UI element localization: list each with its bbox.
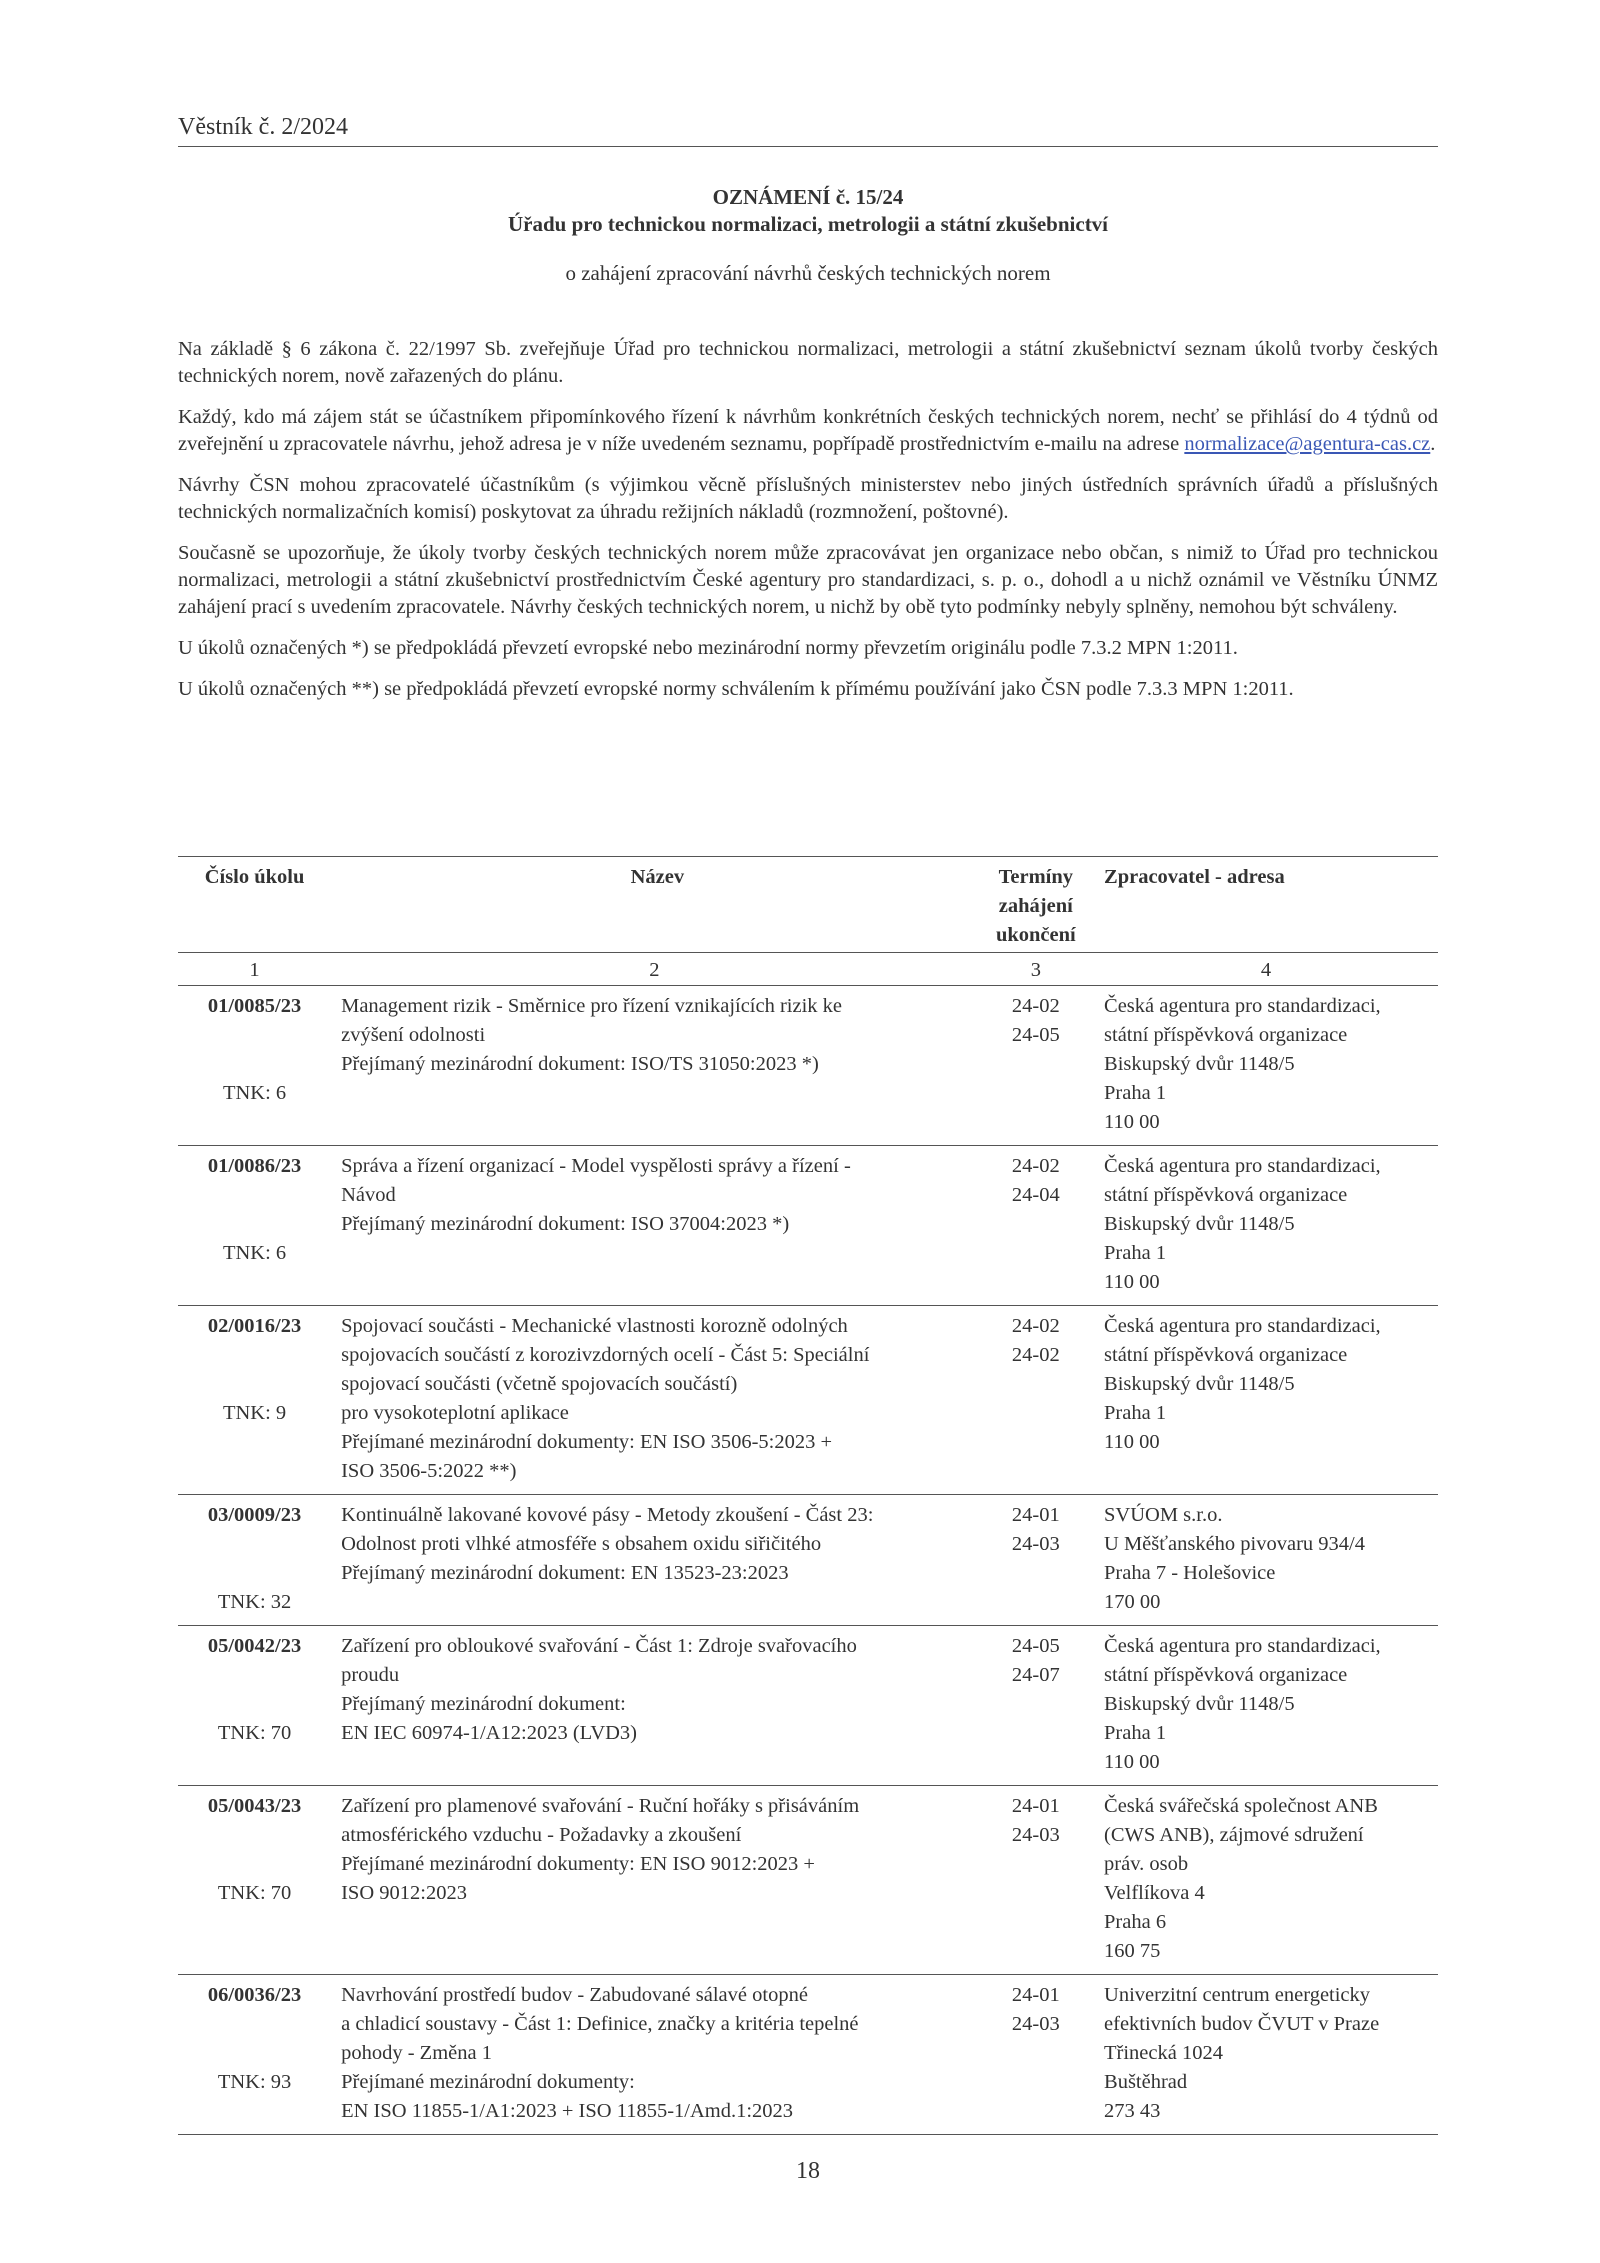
column-number: 4 [1094,953,1438,986]
paragraph-fees: Návrhy ČSN mohou zpracovatelé účastníkům (s výjimkou věcně příslušných ministerstev nebo jiných ústředních správních úřadů a příslušných technických normalizačních komisí) poskytovat za úhradu režijních nákladů (rozmnožení, poštovné). [178,474,1438,523]
header-name: Název [331,857,978,953]
tnk-label: TNK: 70 [217,1882,292,1904]
tnk-label: TNK: 6 [222,1082,287,1104]
task-cell [178,1306,331,1495]
table-row [178,1306,1438,1495]
page-number: 18 [796,2158,820,2184]
tnk-label: TNK: 9 [222,1402,287,1424]
table-row [178,1146,1438,1306]
intro-paragraphs [178,336,1438,717]
task-number: 05/0043/23 [207,1795,302,1817]
task-name: Zařízení pro obloukové svařování - Část 1: Zdroje svařovacího proudu Přejímaný mezinárodní dokument: EN IEC 60974-1/A12:2023 (LVD3) [331,1626,978,1786]
processor-address: Česká svářečská společnost ANB (CWS ANB), zájmové sdružení práv. osob Velflíkova 4 Praha 6 160 75 [1094,1786,1438,1975]
column-number-row [178,953,1438,986]
task-dates: 24-01 24-03 [978,1786,1094,1975]
task-cell [178,1975,331,2135]
task-number: 06/0036/23 [207,1984,302,2006]
task-name: Management rizik - Směrnice pro řízení vznikajících rizik ke zvýšení odolnosti Přejímaný mezinárodní dokument: ISO/TS 31050:2023 *) [331,986,978,1146]
processor-address: Česká agentura pro standardizaci, státní příspěvková organizace Biskupský dvůr 1148/5 Praha 1 110 00 [1094,986,1438,1146]
tasks-table [178,856,1438,2135]
task-cell [178,1786,331,1975]
paragraph-participation-end: . [1430,433,1436,455]
table-row [178,1786,1438,1975]
paragraph-participation-text: Každý, kdo má zájem stát se účastníkem připomínkového řízení k návrhům konkrétních českých technických norem, nechť se přihlásí do 4 týdnů od zveřejnění u zpracovatele návrhu, jehož adresa je v níže uvedeném seznamu, popřípadě prostřednictvím e-mailu na adrese [178,406,1438,455]
task-cell [178,1626,331,1786]
table-row [178,1495,1438,1626]
tnk-label: TNK: 70 [217,1722,292,1744]
task-dates: 24-01 24-03 [978,1495,1094,1626]
paragraph-notice: Současně se upozorňuje, že úkoly tvorby českých technických norem může zpracovávat jen organizace nebo občan, s nimiž to Úřad pro technickou normalizaci, metrologii a státní zkušebnictví prostřednictvím České agentury pro standardizaci, s. p. o., dohodl a u nichž oznámil ve Věstníku ÚNMZ zahájení prací s uvedením zpracovatele. Návrhy českých technických norem, u nichž by obě tyto podmínky nebyly splněny, nemohou být schváleny. [178,542,1438,618]
processor-address: Česká agentura pro standardizaci, státní příspěvková organizace Biskupský dvůr 1148/5 Praha 1 110 00 [1094,1146,1438,1306]
paragraph-note-double-asterisk: U úkolů označených **) se předpokládá převzetí evropské normy schválením k přímému používání jako ČSN podle 7.3.3 MPN 1:2011. [178,678,1294,700]
task-name: Správa a řízení organizací - Model vyspělosti správy a řízení - Návod Přejímaný mezinárodní dokument: ISO 37004:2023 *) [331,1146,978,1306]
processor-address: SVÚOM s.r.o. U Měšťanského pivovaru 934/4 Praha 7 - Holešovice 170 00 [1094,1495,1438,1626]
processor-address: Česká agentura pro standardizaci, státní příspěvková organizace Biskupský dvůr 1148/5 Praha 1 110 00 [1094,1626,1438,1786]
page-header [178,112,1438,147]
task-name: Kontinuálně lakované kovové pásy - Metody zkoušení - Část 23: Odolnost proti vlhké atmosféře s obsahem oxidu siřičitého Přejímaný mezinárodní dokument: EN 13523-23:2023 [331,1495,978,1626]
task-number: 02/0016/23 [207,1315,302,1337]
column-number: 3 [978,953,1094,986]
header-dates: Termíny zahájení ukončení [978,857,1094,953]
bulletin-title: Věstník č. 2/2024 [178,114,348,140]
task-cell [178,986,331,1146]
tnk-label: TNK: 6 [222,1242,287,1264]
task-number: 05/0042/23 [207,1635,302,1657]
paragraph-legal-basis: Na základě § 6 zákona č. 22/1997 Sb. zveřejňuje Úřad pro technickou normalizaci, metrologii a státní zkušebnictví seznam úkolů tvorby českých technických norem, nově zařazených do plánu. [178,338,1438,387]
processor-address: Univerzitní centrum energeticky efektivních budov ČVUT v Praze Třinecká 1024 Buštěhrad 273 43 [1094,1975,1438,2135]
table-row [178,1626,1438,1786]
task-name: Zařízení pro plamenové svařování - Ruční hořáky s přisáváním atmosférického vzduchu - Požadavky a zkoušení Přejímané mezinárodní dokumenty: EN ISO 9012:2023 + ISO 9012:2023 [331,1786,978,1975]
column-number: 2 [331,953,978,986]
header-task-number: Číslo úkolu [178,857,331,953]
column-number: 1 [178,953,331,986]
task-dates: 24-01 24-03 [978,1975,1094,2135]
processor-address: Česká agentura pro standardizaci, státní příspěvková organizace Biskupský dvůr 1148/5 Praha 1 110 00 [1094,1306,1438,1495]
task-dates: 24-02 24-02 [978,1306,1094,1495]
announcement-subtitle: o zahájení zpracování návrhů českých technických norem [565,261,1051,285]
task-cell [178,1495,331,1626]
tnk-label: TNK: 93 [217,2071,292,2093]
task-name: Navrhování prostředí budov - Zabudované sálavé otopné a chladicí soustavy - Část 1: Definice, značky a kritéria tepelné pohody - Změna 1 Přejímané mezinárodní dokumenty: EN ISO 11855-1/A1:2023 + ISO 11855-1/Amd.1:2023 [331,1975,978,2135]
paragraph-note-single-asterisk: U úkolů označených *) se předpokládá převzetí evropské nebo mezinárodní normy převzetím originálu podle 7.3.2 MPN 1:2011. [178,637,1238,659]
tnk-label: TNK: 32 [217,1591,292,1613]
paragraph-participation [178,404,1438,458]
header-processor-address: Zpracovatel - adresa [1094,857,1438,953]
task-cell [178,1146,331,1306]
task-dates: 24-02 24-04 [978,1146,1094,1306]
task-number: 01/0086/23 [207,1155,302,1177]
table-row [178,1975,1438,2135]
email-link[interactable]: normalizace@agentura-cas.cz [1184,433,1431,455]
announcement-authority: Úřadu pro technickou normalizaci, metrologii a státní zkušebnictví [507,212,1109,236]
task-number: 03/0009/23 [207,1504,302,1526]
table-row [178,986,1438,1146]
task-dates: 24-02 24-05 [978,986,1094,1146]
task-number: 01/0085/23 [207,995,302,1017]
table-header-row [178,857,1438,953]
task-dates: 24-05 24-07 [978,1626,1094,1786]
announcement-heading [178,184,1438,287]
announcement-title: OZNÁMENÍ č. 15/24 [712,185,904,209]
task-name: Spojovací součásti - Mechanické vlastnosti korozně odolných spojovacích součástí z korozivzdorných ocelí - Část 5: Speciální spojovací součásti (včetně spojovacích součástí) pro vysokoteplotní aplikace Přejímané mezinárodní dokumenty: EN ISO 3506-5:2023 + ISO 3506-5:2022 **) [331,1306,978,1495]
